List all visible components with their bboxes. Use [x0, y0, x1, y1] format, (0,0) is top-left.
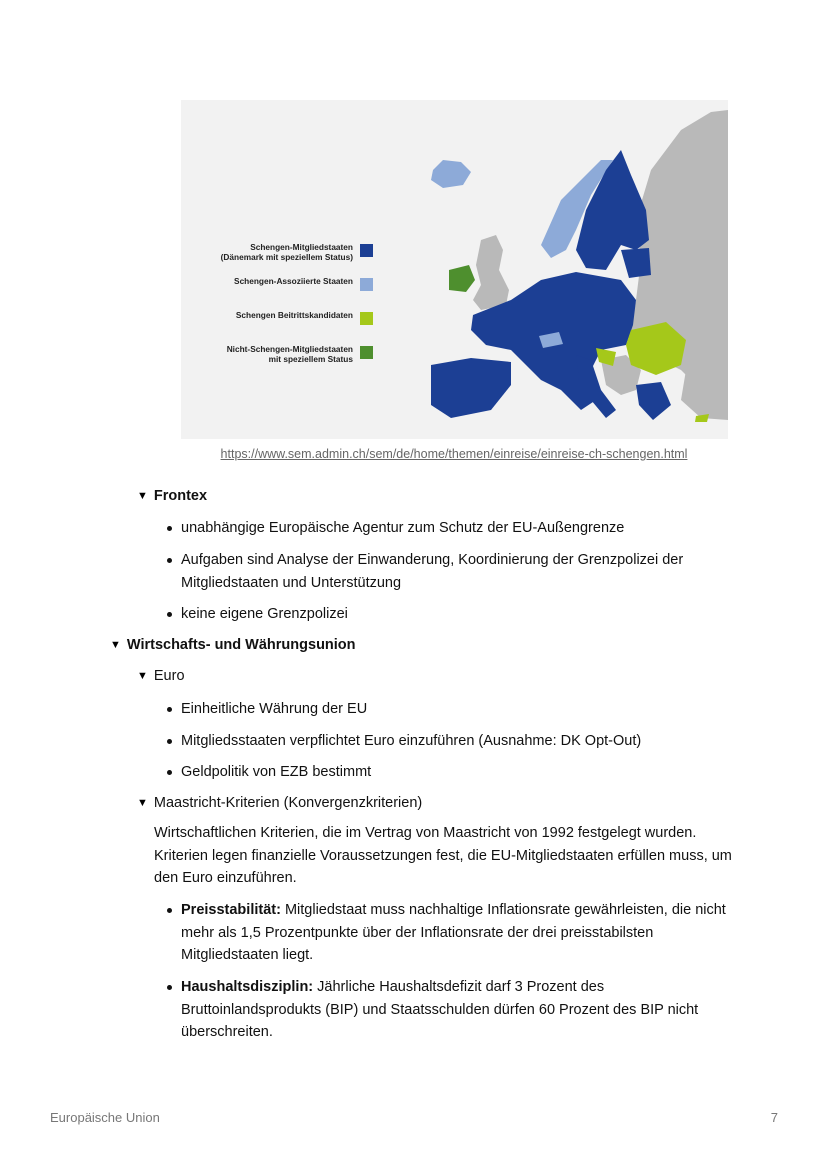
- list-item: Aufgaben sind Analyse der Einwanderung, Koordinierung der Grenzpolizei der Mitgliedstaaten und Unterstützung: [181, 549, 741, 594]
- schengen-map-figure: [181, 100, 728, 439]
- legend-item-candidates: [201, 310, 373, 344]
- legend-label: Schengen-Mitgliedstaaten (Dänemark mit speziellem Status): [220, 242, 353, 262]
- toggle-maastricht[interactable]: [137, 795, 422, 811]
- legend-label: Nicht-Schengen-Mitgliedstaaten mit speziellem Status: [226, 344, 353, 364]
- toggle-wwu[interactable]: [110, 637, 356, 653]
- legend-item-associated: [201, 276, 373, 310]
- criterion-price-stability: [181, 899, 741, 967]
- toggle-euro[interactable]: [137, 668, 185, 684]
- triangle-down-icon: ▼: [110, 639, 121, 651]
- criterion-term: Preisstabilität:: [181, 902, 281, 918]
- source-link[interactable]: https://www.sem.admin.ch/sem/de/home/themen/einreise/einreise-ch-schengen.html: [220, 447, 688, 461]
- heading-maastricht: Maastricht-Kriterien (Konvergenzkriterien): [153, 795, 423, 811]
- heading-wwu: Wirtschafts- und Währungsunion: [126, 637, 356, 653]
- criterion-term: Haushaltsdisziplin:: [181, 979, 314, 995]
- list-item: keine eigene Grenzpolizei: [181, 603, 741, 626]
- triangle-down-icon: ▼: [137, 670, 148, 682]
- footer-title: Europäische Union: [50, 1110, 160, 1125]
- legend-item-special: [201, 344, 373, 378]
- legend-label: Schengen-Assoziierte Staaten: [234, 276, 353, 286]
- triangle-down-icon: ▼: [137, 797, 148, 809]
- list-item: Geldpolitik von EZB bestimmt: [181, 761, 741, 784]
- legend-swatch: [360, 244, 373, 257]
- list-item: Mitgliedsstaaten verpflichtet Euro einzuführen (Ausnahme: DK Opt-Out): [181, 730, 741, 753]
- criterion-budget-discipline: [181, 976, 741, 1044]
- triangle-down-icon: ▼: [137, 490, 148, 502]
- list-item: Einheitliche Währung der EU: [181, 698, 741, 721]
- heading-euro: Euro: [153, 668, 185, 684]
- legend-swatch: [360, 346, 373, 359]
- legend-swatch: [360, 312, 373, 325]
- map-legend: [201, 242, 373, 378]
- list-item: unabhängige Europäische Agentur zum Schutz der EU-Außengrenze: [181, 517, 741, 540]
- legend-swatch: [360, 278, 373, 291]
- heading-frontex: Frontex: [153, 488, 208, 504]
- legend-item-members: [201, 242, 373, 276]
- criterion-text: Mitgliedstaat muss nachhaltige Inflationsrate gewährleisten, die nicht mehr als 1,5 Prozentpunkte über der Inflationsrate der drei preisstabilsten Mitgliedstaaten liegt.: [181, 902, 726, 963]
- maastricht-intro: Wirtschaftlichen Kriterien, die im Vertrag von Maastricht von 1992 festgelegt wurden. Kriterien legen finanzielle Voraussetzungen fest, die EU-Mitgliedstaaten erfüllen muss, um den Euro einzuführen.: [154, 825, 732, 886]
- page-number: 7: [770, 1110, 778, 1125]
- toggle-frontex[interactable]: [137, 488, 207, 504]
- legend-label: Schengen Beitrittskandidaten: [235, 310, 353, 320]
- criterion-text: Jährliche Haushaltsdefizit darf 3 Prozent des Bruttoinlandsprodukts (BIP) und Staatsschulden dürfen 60 Prozent des BIP nicht überschreiten.: [181, 979, 699, 1040]
